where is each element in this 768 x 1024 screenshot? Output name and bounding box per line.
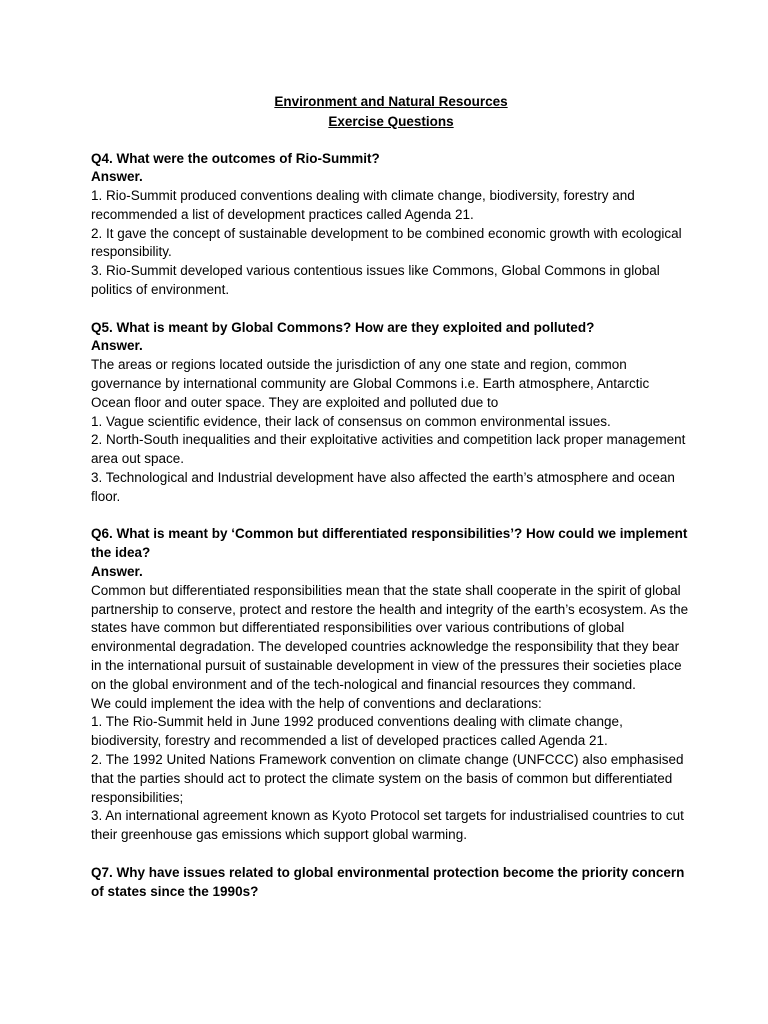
- answer-label-q5: Answer.: [91, 338, 143, 354]
- document-title: Environment and Natural Resources: [274, 94, 508, 109]
- answer-q5-intro: The areas or regions located outside the jurisdiction of any one state and region, common governance by international community are Global Commons i.e. Earth atmosphere, Antarctic Ocean floor and outer space. They are exploited and polluted due to: [91, 357, 650, 410]
- answer-q6-point-2: 2. The 1992 United Nations Framework convention on climate change (UNFCCC) also emphasised that the parties should act to protect the climate system on the basis of common but differentiated responsibilities;: [91, 752, 684, 805]
- answer-q6-point-3: 3. An international agreement known as Kyoto Protocol set targets for industrialised countries to cut their greenhouse gas emissions which support global warming.: [91, 808, 684, 843]
- question-q7: Q7. Why have issues related to global environmental protection become the priority concern of states since the 1990s?: [91, 864, 685, 899]
- qa-block-q5: [91, 319, 691, 507]
- document-page: [91, 92, 691, 920]
- answer-q6-point-1: 1. The Rio-Summit held in June 1992 produced conventions dealing with climate change, biodiversity, forestry and recommended a list of developed practices called Agenda 21.: [91, 714, 623, 749]
- answer-label-q6: Answer.: [91, 564, 143, 580]
- answer-q4-point-3: 3. Rio-Summit developed various contentious issues like Commons, Global Commons in global politics of environment.: [91, 263, 660, 298]
- question-q4: Q4. What were the outcomes of Rio-Summit?: [91, 150, 380, 166]
- answer-q6-implement: We could implement the idea with the help of conventions and declarations:: [91, 695, 542, 711]
- qa-block-q4: [91, 150, 691, 300]
- answer-q4-point-1: 1. Rio-Summit produced conventions dealing with climate change, biodiversity, forestry and recommended a list of development practices called Agenda 21.: [91, 188, 635, 222]
- qa-block-q7: [91, 864, 691, 902]
- document-subtitle: Exercise Questions: [328, 113, 454, 129]
- question-q5: Q5. What is meant by Global Commons? How are they exploited and polluted?: [91, 319, 595, 335]
- answer-q4-point-2: 2. It gave the concept of sustainable development to be combined economic growth with ecological responsibility.: [91, 225, 682, 260]
- answer-q5-point-1: 1. Vague scientific evidence, their lack of consensus on common environmental issues.: [91, 413, 611, 429]
- answer-q5-point-3: 3. Technological and Industrial development have also affected the earth’s atmosphere and ocean floor.: [91, 470, 675, 504]
- qa-block-q6: [91, 525, 691, 845]
- answer-q6-intro: Common but differentiated responsibilities mean that the state shall cooperate in the spirit of global partnership to conserve, protect and restore the health and integrity of the earth’s ecosystem. As the states have common but differentiated responsibilities over various contributions of global environmental degradation. The developed countries acknowledge the responsibility that they bear in the international pursuit of sustainable development in view of the pressures their societies place on the global environment and of the tech-nological and financial resources they command.: [91, 582, 689, 692]
- answer-q5-point-2: 2. North-South inequalities and their exploitative activities and competition lack proper management area out space.: [91, 432, 686, 467]
- answer-label-q4: Answer.: [91, 169, 143, 185]
- title-block: [91, 92, 691, 131]
- question-q6: Q6. What is meant by ‘Common but differentiated responsibilities’? How could we implement the idea?: [91, 526, 688, 561]
